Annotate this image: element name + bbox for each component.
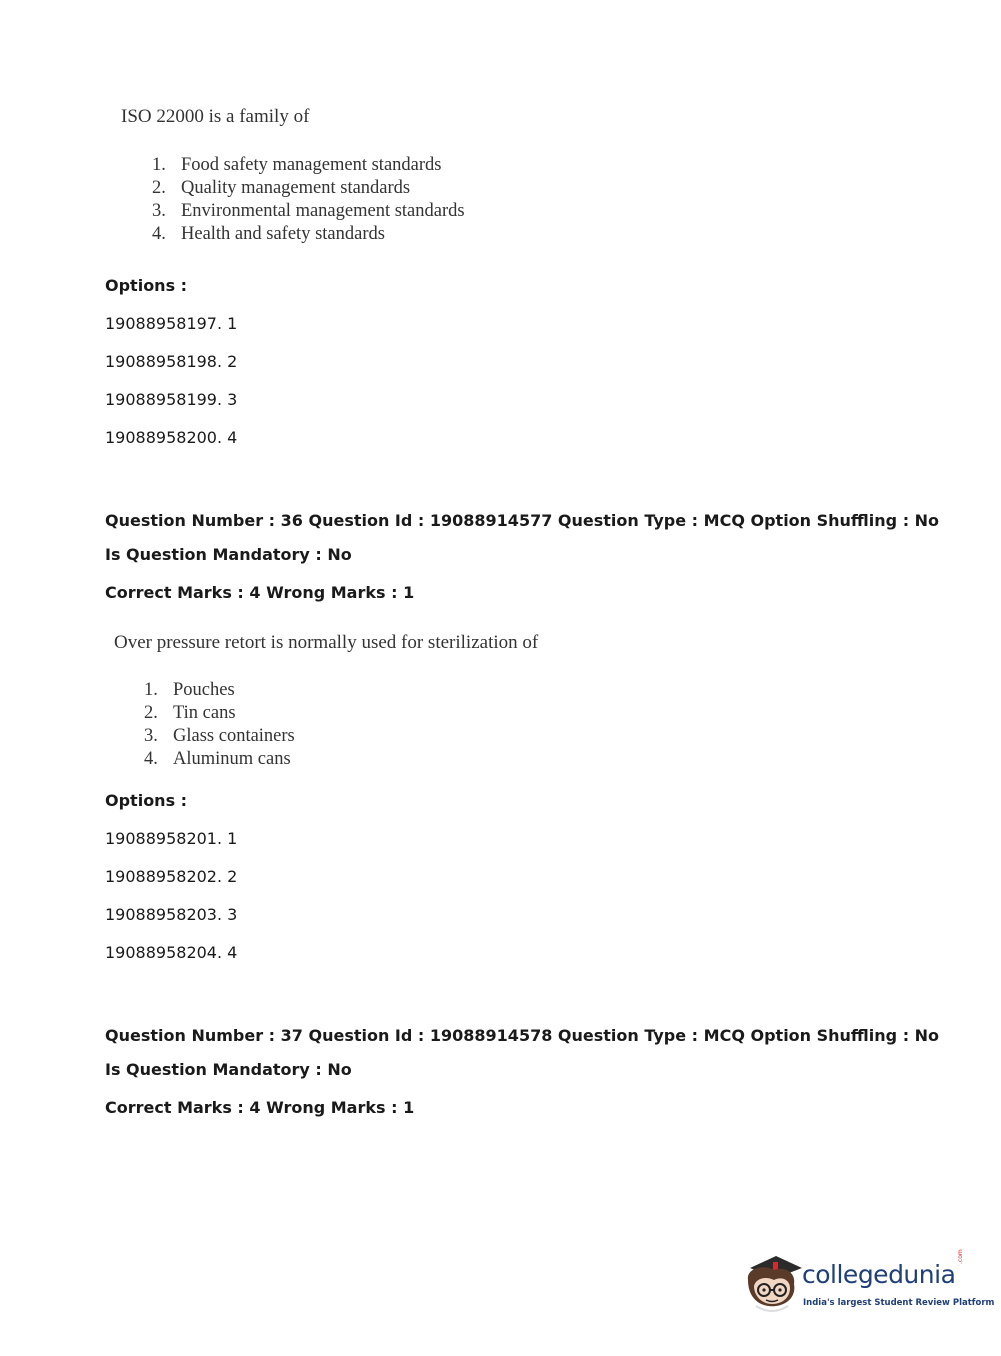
question-35-list [152, 154, 552, 246]
question-37-marks: Correct Marks : 4 Wrong Marks : 1 [105, 1098, 415, 1117]
options-label: Options : [105, 276, 188, 295]
question-36-stem: Over pressure retort is normally used for sterilization of [114, 632, 539, 653]
question-36-mandatory: Is Question Mandatory : No [105, 545, 352, 564]
collegedunia-logo [742, 1249, 995, 1320]
logo-domain: .com [957, 1249, 964, 1264]
logo-wordmark: collegedunia [802, 1260, 956, 1289]
option-item: 19088958201. 1 [105, 829, 238, 848]
list-item: 4. Health and safety standards [152, 224, 385, 244]
question-36-list [144, 679, 444, 771]
option-item: 19088958197. 1 [105, 314, 238, 333]
question-36-header: Question Number : 36 Question Id : 19088914577 Question Type : MCQ Option Shuffling : No [105, 511, 940, 530]
question-35-stem: ISO 22000 is a family of [121, 106, 310, 127]
list-item: 3. Environmental management standards [152, 201, 465, 221]
option-item: 19088958199. 3 [105, 390, 238, 409]
option-item: 19088958200. 4 [105, 428, 238, 447]
list-item: 3. Glass containers [144, 726, 295, 746]
question-36-marks: Correct Marks : 4 Wrong Marks : 1 [105, 583, 415, 602]
logo-tagline: India's largest Student Review Platform [803, 1298, 995, 1308]
mascot-icon [742, 1250, 804, 1320]
question-37-header: Question Number : 37 Question Id : 19088914578 Question Type : MCQ Option Shuffling : No [105, 1026, 940, 1045]
option-item: 19088958203. 3 [105, 905, 238, 924]
list-item: 4. Aluminum cans [144, 749, 291, 769]
list-item: 1. Food safety management standards [152, 155, 442, 175]
list-item: 2. Tin cans [144, 703, 236, 723]
options-label: Options : [105, 791, 188, 810]
option-item: 19088958204. 4 [105, 943, 238, 962]
question-37-mandatory: Is Question Mandatory : No [105, 1060, 352, 1079]
list-item: 2. Quality management standards [152, 178, 411, 198]
option-item: 19088958202. 2 [105, 867, 238, 886]
list-item: 1. Pouches [144, 680, 235, 700]
option-item: 19088958198. 2 [105, 352, 238, 371]
